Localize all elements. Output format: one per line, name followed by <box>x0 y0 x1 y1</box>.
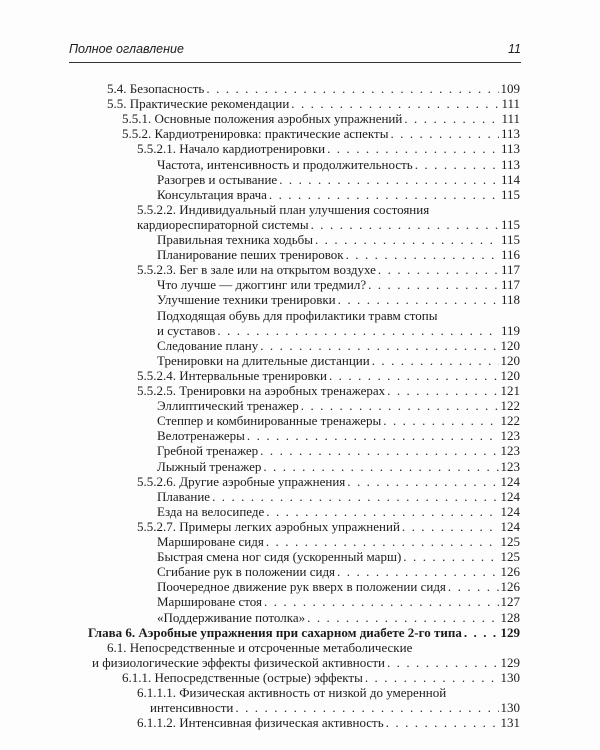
toc-entry-title: 5.5.2.1. Начало кардиотренировки <box>137 141 326 157</box>
toc-entry-title: Следование плану <box>157 337 259 353</box>
toc-entry-page-number: 118 <box>500 292 520 308</box>
dot-leader <box>448 579 499 594</box>
toc-entry <box>157 549 520 564</box>
toc-entry-title: 5.5.2.6. Другие аэробные упражнения <box>137 473 346 489</box>
toc-entry-line <box>137 474 520 489</box>
toc-entry <box>157 398 520 413</box>
toc-entry <box>157 157 520 172</box>
toc-entry <box>157 594 520 609</box>
toc-entry-line <box>137 141 520 156</box>
toc-entry-line <box>157 172 520 187</box>
toc-entry-page-number: 114 <box>500 171 520 187</box>
toc-entry-line <box>157 428 520 443</box>
toc-entry-title: Плавание <box>157 488 211 504</box>
toc-entry-title: 5.4. Безопасность <box>107 81 205 96</box>
toc-entry-line <box>157 277 520 292</box>
toc-entry-page-number: 121 <box>500 383 520 398</box>
toc-entry-page-number: 123 <box>500 458 520 474</box>
toc-entry-page-number: 120 <box>500 337 520 353</box>
dot-leader <box>269 187 499 202</box>
toc-entry-page-number: 119 <box>500 322 520 338</box>
toc-entry-page-number: 120 <box>500 367 520 383</box>
dot-leader <box>346 247 499 262</box>
toc-entry-line <box>157 398 520 413</box>
toc-entry-title: 5.5.2.5. Тренировки на аэробных тренажерах <box>137 383 386 398</box>
running-header <box>69 34 521 63</box>
toc-entry-title: 5.5.2. Кардиотренировка: практические аспекты <box>122 126 389 142</box>
toc-entry-title: 5.5. Практические рекомендации <box>107 96 290 112</box>
toc-entry <box>157 564 520 579</box>
toc-entry-page-number: 117 <box>500 277 520 293</box>
toc-entry <box>137 202 520 232</box>
toc-entry <box>157 338 520 353</box>
toc-entry-page-number: 130 <box>500 669 520 685</box>
toc-entry-page-number: 129 <box>500 654 520 670</box>
toc-entry-page-number: 123 <box>500 443 520 459</box>
toc-entry-line <box>157 338 520 353</box>
dot-leader <box>329 368 499 383</box>
toc-entry <box>137 474 520 489</box>
toc-entry-page-number: 117 <box>500 262 520 278</box>
dot-leader <box>415 157 499 172</box>
toc-entry-title: Велотренажеры <box>157 428 245 444</box>
toc-entry-line <box>150 700 520 715</box>
toc-entry-line <box>157 579 520 594</box>
dot-leader <box>266 534 499 549</box>
toc-entry-page-number: 125 <box>500 534 520 549</box>
toc-entry-title: 5.5.1. Основные положения аэробных упражнений <box>122 111 403 127</box>
toc-entry <box>157 172 520 187</box>
dot-leader <box>301 398 499 413</box>
toc-entry-title: 5.5.2.4. Интервальные тренировки <box>137 367 327 383</box>
toc-entry-page-number: 111 <box>501 96 520 112</box>
dot-leader <box>291 96 499 111</box>
dot-leader <box>266 504 498 519</box>
toc-entry-title-line: 5.5.2.2. Индивидуальный план улучшения состояния <box>137 201 430 217</box>
toc-entry-title: 6.1.1. Непосредственные (острые) эффекты <box>122 669 363 685</box>
toc-entry-line <box>157 459 520 474</box>
toc-entry-title: Частота, интенсивность и продолжительность <box>157 156 413 172</box>
toc-entry-title-line: 6.1.1.1. Физическая активность от низкой до умеренной <box>137 685 447 700</box>
toc-entry-page-number: 115 <box>500 186 520 202</box>
toc-entry-title: Гребной тренажер <box>157 443 259 459</box>
toc-entry-title: Правильная техника ходьбы <box>157 232 313 247</box>
toc-entry <box>157 277 520 292</box>
dot-leader <box>378 262 499 277</box>
toc-entry-title: 5.5.2.3. Бег в зале или на открытом воздухе <box>137 262 376 278</box>
toc-entry <box>107 96 520 111</box>
toc-entry-line <box>122 126 520 141</box>
dot-leader <box>464 625 499 640</box>
dot-leader <box>386 715 499 730</box>
dot-leader <box>311 217 499 232</box>
toc-entry <box>137 141 520 156</box>
toc-entry-page-number: 131 <box>500 715 520 731</box>
dot-leader <box>390 126 499 141</box>
toc-entry <box>157 292 520 307</box>
header-page-number: 11 <box>508 42 521 56</box>
toc-entry-title: Глава 6. Аэробные упражнения при сахарном диабете 2-го типа <box>88 624 462 640</box>
header-title: Полное оглавление <box>69 42 184 56</box>
toc-entry-title: Консультация врача <box>157 186 267 202</box>
toc-entry-title: Поочередное движение рук вверх в положении сидя <box>157 579 446 595</box>
toc-entry <box>122 126 520 141</box>
dot-leader <box>307 610 498 625</box>
dot-leader <box>402 519 499 534</box>
toc-entry-title: Маршироване сидя <box>157 534 264 549</box>
toc-entry-line <box>122 111 520 126</box>
toc-entry-title: Что лучше — джоггинг или тредмил? <box>157 277 367 293</box>
toc-entry-page-number: 128 <box>500 609 520 625</box>
toc-entry <box>137 519 520 534</box>
toc-entry-page-number: 115 <box>500 216 520 232</box>
toc-entry-title: Степпер и комбинированные тренажеры <box>157 413 382 429</box>
toc-entry-line <box>137 368 520 383</box>
toc-entry-title: Улучшение техники тренировки <box>157 292 336 308</box>
toc-entry-title: Эллиптический тренажер <box>157 398 299 414</box>
dot-leader <box>337 564 498 579</box>
dot-leader <box>260 443 498 458</box>
toc-entry-title: 5.5.2.7. Примеры легких аэробных упражнений <box>137 518 400 534</box>
toc-entry-line <box>157 564 520 579</box>
dot-leader <box>387 655 499 670</box>
toc-entry <box>157 579 520 594</box>
toc-entry-page-number: 111 <box>501 111 520 127</box>
toc-entry <box>122 670 520 685</box>
toc-entry-line <box>157 489 520 504</box>
toc-entry <box>157 353 520 368</box>
dot-leader <box>212 489 498 504</box>
toc-entry <box>157 308 520 338</box>
toc-entry <box>137 262 520 277</box>
toc-entry-title: интенсивности <box>150 700 234 716</box>
toc-entry-title: и суставов <box>157 322 216 338</box>
toc-entry <box>157 232 520 247</box>
toc-entry-title: Планирование пеших тренировок <box>157 247 344 263</box>
toc-entry <box>157 610 520 625</box>
dot-leader <box>387 383 498 398</box>
toc-entry-line <box>157 534 520 549</box>
toc-entry <box>157 459 520 474</box>
toc-entry-page-number: 113 <box>500 126 520 142</box>
toc-entry-page-number: 116 <box>500 247 520 263</box>
toc-entry-line <box>157 594 520 609</box>
toc-entry <box>157 428 520 443</box>
toc-entry-line <box>157 292 520 307</box>
toc-entry-page-number: 113 <box>500 156 520 172</box>
dot-leader <box>338 292 499 307</box>
toc-entry-title: Сгибание рук в положении сидя <box>157 564 336 580</box>
dot-leader <box>206 81 498 96</box>
toc-entry-line <box>157 504 520 519</box>
toc-entry <box>137 715 520 730</box>
toc-entry-page-number: 124 <box>500 473 520 489</box>
toc-entry-title: Лыжный тренажер <box>157 458 262 474</box>
dot-leader <box>365 670 499 685</box>
toc-entry-line <box>157 413 520 428</box>
toc-entry-line <box>157 323 520 338</box>
toc-entry <box>137 368 520 383</box>
toc-entry-line <box>107 96 520 111</box>
dot-leader <box>368 277 499 292</box>
toc-entry-title: 6.1.1.2. Интенсивная физическая активность <box>137 715 384 731</box>
dot-leader <box>247 428 499 443</box>
toc-entry-line <box>137 383 520 398</box>
toc-entry-page-number: 130 <box>500 700 520 716</box>
toc-entry-page-number: 115 <box>500 232 520 247</box>
toc-entry-page-number: 123 <box>500 428 520 444</box>
toc-entry-line <box>157 232 520 247</box>
dot-leader <box>235 700 498 715</box>
dot-leader <box>404 111 499 126</box>
toc-entry <box>137 685 520 715</box>
toc-entry-line <box>88 625 520 640</box>
toc-entry <box>157 489 520 504</box>
toc-entry-line <box>107 81 520 96</box>
toc-entry-title-line: 6.1. Непосредственные и отсроченные метаболические <box>107 639 413 655</box>
toc-entry-page-number: 124 <box>500 488 520 504</box>
toc-entry-line <box>157 610 520 625</box>
toc-entry-line <box>137 262 520 277</box>
toc-entry <box>137 383 520 398</box>
toc-entry-page-number: 120 <box>500 352 520 368</box>
dot-leader <box>372 353 499 368</box>
toc-entry-line <box>157 187 520 202</box>
toc-entry-line <box>157 443 520 458</box>
toc-entry-title: и физиологические эффекты физической активности <box>92 654 385 670</box>
toc-entry <box>157 534 520 549</box>
toc-entry-page-number: 126 <box>500 564 520 580</box>
toc-entry-page-number: 122 <box>500 413 520 429</box>
dot-leader <box>217 323 499 338</box>
dot-leader <box>315 232 499 247</box>
dot-leader <box>327 141 499 156</box>
toc-entry-line <box>157 549 520 564</box>
toc-entry-page-number: 124 <box>500 518 520 534</box>
toc-entry <box>88 625 520 640</box>
toc-entry-line <box>122 670 520 685</box>
toc-entry <box>157 504 520 519</box>
toc-entry-line <box>157 353 520 368</box>
toc-entry <box>157 187 520 202</box>
toc-entry <box>122 111 520 126</box>
toc-entry-title: кардиореспираторной системы <box>137 216 309 232</box>
dot-leader <box>260 338 498 353</box>
toc-entry-page-number: 129 <box>500 624 520 640</box>
toc-entry-title: Быстрая смена ног сидя (ускоренный марш) <box>157 549 402 565</box>
toc-entry-line <box>137 519 520 534</box>
toc-entry-page-number: 124 <box>500 503 520 519</box>
dot-leader <box>279 172 499 187</box>
toc-entry-line <box>157 157 520 172</box>
toc-entry-page-number: 109 <box>500 81 520 96</box>
dot-leader <box>403 549 498 564</box>
toc-entry-title-line: Подходящая обувь для профилактики травм стопы <box>157 307 438 323</box>
toc-entry-page-number: 122 <box>500 398 520 414</box>
toc-entry-page-number: 113 <box>500 141 520 157</box>
toc-entry-title: Маршироване стоя <box>157 594 263 610</box>
toc-entry-title: Разогрев и остывание <box>157 171 278 187</box>
toc-entry-title: Тренировки на длительные дистанции <box>157 352 370 368</box>
dot-leader <box>383 413 498 428</box>
dot-leader <box>264 594 498 609</box>
toc-entry-page-number: 127 <box>500 594 520 610</box>
toc-entry <box>157 443 520 458</box>
dot-leader <box>263 459 498 474</box>
toc-entry-line <box>137 217 520 232</box>
toc-entry-title: «Поддерживание потолка» <box>157 609 306 625</box>
toc-entry-page-number: 126 <box>500 579 520 595</box>
toc-entry <box>92 639 520 670</box>
dot-leader <box>347 474 498 489</box>
toc-entry <box>107 81 520 96</box>
toc-entry-line <box>92 655 520 670</box>
toc-entry <box>157 413 520 428</box>
toc-entry-line <box>137 715 520 730</box>
toc-entry-title: Езда на велосипеде <box>157 503 265 519</box>
toc-entry-line <box>157 247 520 262</box>
toc-entry <box>157 247 520 262</box>
toc-entry-page-number: 125 <box>500 549 520 565</box>
